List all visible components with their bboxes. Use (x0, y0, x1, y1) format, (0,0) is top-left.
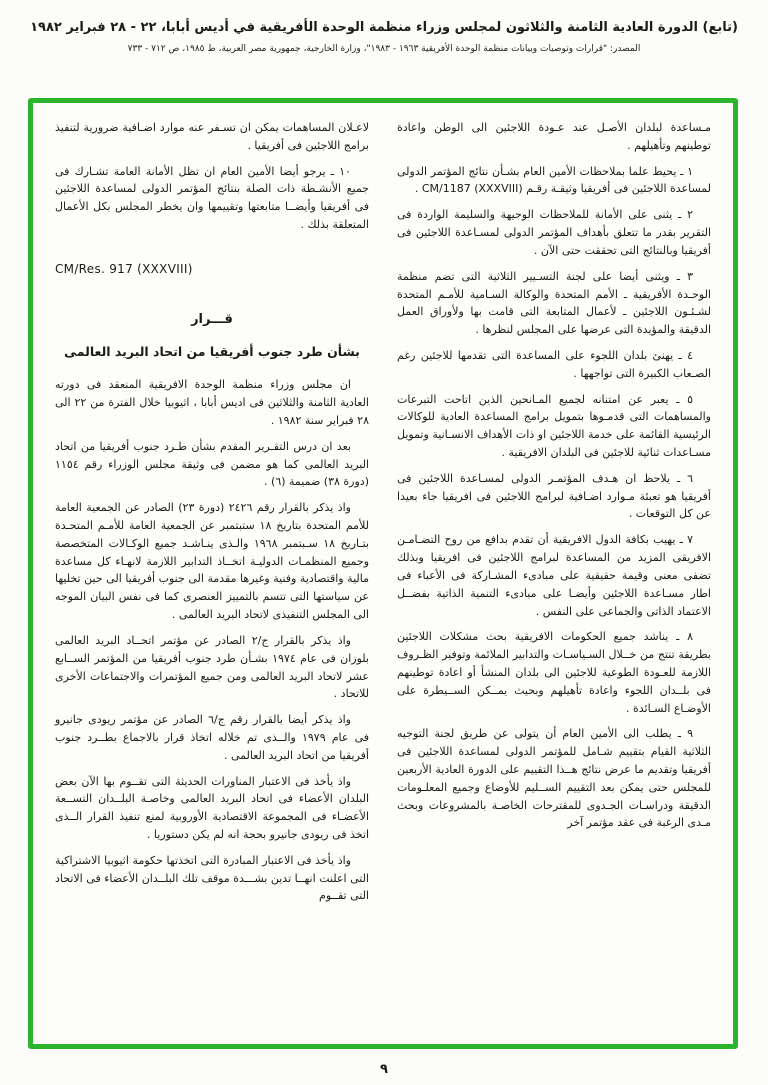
paragraph: ١٠ ـ يرجو أيضا الأمين العام ان تظل الأمانة العامة تشـارك فى جميع الأنشـطة ذات الصلة بنتائج المؤتمر الدولى لمساعدة اللاجئين فى أفريقيا وأيضــا متابعتها وتقييمها وان يخطر المجلس بكل الأعمال المتعلقة بذلك . (55, 164, 369, 232)
paragraph: واذ يأخذ فى الاعتبار المبادرة التى اتخذتها حكومة اثيوبيا الاشتراكية التى اعلنت انهــا تدين بشـــدة موقف تلك البلــدان الأعضاء فى الاتحاد التى تقــوم (55, 853, 369, 903)
page-header (0, 0, 768, 54)
two-column-layout (33, 103, 733, 1018)
paragraph: ٢ ـ يثنى على الأمانة للملاحظات الوجيهة والسليمة الواردة فى التقرير بقدر ما تتعلق بأهداف المؤتمر الدولى لمسـاعدة اللاجئين فى أفريقيا وبالنتائج التى تحققت حتى الآن . (397, 208, 711, 257)
document-title: (تابع) الدورة العادية الثامنة والثلاثون لمجلس وزراء منظمة الوحدة الأفريقية في أديس أبابا، ٢٢ - ٢٨ فبراير ١٩٨٢ (30, 20, 738, 35)
page-number: ٩ (380, 1062, 388, 1077)
resolution-heading: قـــرار (191, 312, 233, 328)
paragraph: ٤ ـ يهنئ بلدان اللجوء على المساعدة التى تقدمها للاجئين رغم الصـعاب الكبيرة التى تواجهها . (397, 348, 711, 380)
paragraph: واذ يذكر بالقرار رقم ٢٤٢٦ (دورة ٢٣) الصادر عن الجمعية العامة للأمم المتحدة بتاريخ ١٨ ستبتمبر عن الجمعية العامة للأمـم المتحـدة بتـاريخ ١٨ سـبتمبر ١٩٦٨ والـذى ينـاشـد جميع الوكـالات المتخصصة وجميع المنظمـات الدوليـة اتخــاذ التدابير اللازمة لانهـاء كل مساعدة مالية واقتصادية وفنية وغيرها مقدمة الى جنوب أفريقيا الى حين تخليها عن سياستها التى تتسم بالتمييز العنصرى كما فى نفس البيان الموجه الى المجلس التنفيذى لاتحاد البريد العالمى . (55, 501, 369, 622)
paragraph: بعد ان درس التقـرير المقدم بشأن طـرد جنوب أفريقيا من اتحاد البريد العالمى كما هو مضمن فى وثيقة مجلس الوزراء رقم ١١٥٤ (دورة ٣٨) ضميمة (٦) . (55, 439, 369, 489)
column-right (397, 119, 711, 1008)
resolution-subject: بشأن طرد جنوب أفريقيا من اتحاد البريد العالمى (64, 344, 360, 360)
content-frame (28, 98, 738, 1049)
paragraph: واذ يأخذ فى الاعتبار المناورات الحديثة التى تقــوم بها الآن بعض البلدان الأعضاء فى اتحاد البريد العالمى وخاصـة البلــدان التســعة الأعضـاء فى المجموعة الاقتصادية الأوروبية لمنع تنفيذ القرار الــذى اتخذ فى ريودى جانيرو بحجة انه لم يكن دستوريا . (55, 774, 369, 842)
paragraph: ان مجلس وزراء منظمة الوحدة الافريقية المنعقد فى دورته العادية الثامنة والثلاثين فى اديس أبابا ، اثيوبيا خلال الفترة من ٢٢ الى ٢٨ فبراير سنة ١٩٨٢ . (55, 378, 369, 427)
paragraph: واذ يذكر أيضا بالقرار رقم ج/٦ الصادر عن مؤتمر ريودى جانيرو فى عام ١٩٧٩ والــذى تم خلاله اتخاذ قرار بالاجماع بطــرد جنوب أفريقيا من اتحاد البريد العالمى . (55, 713, 369, 762)
paragraph: ٣ ـ ويثنى أيضا على لجنة التسـيير الثلاثية التى تضم منظمة الوحـدة الأفريقية ـ الأمم المتحدة والوكالة السـامية للأمـم المتحدة لشـئـون اللاجئين ـ لأعمال المتابعة التى قامت بها ولأوراق العمل الدقيقة والمؤيدة التى عرضها على المجلس لنظرها . (397, 269, 711, 337)
paragraph: ٦ ـ يلاحظ ان هـدف المؤتمـر الدولى لمسـاعدة اللاجئين فى أفريقيا هو تعبئة مـوارد اضـافية لبرامج اللاجئين فى افريقيا جاء بعيدا عن كل التوقعات . (397, 471, 711, 521)
paragraph: ٨ ـ يناشد جميع الحكومات الافريقية بحث مشكلات اللاجئين بطريقة تنتج من خــلال السـياسـات والتدابير الملائمة وتوفير الظـروف اللازمة للعـودة الطوعية للاجئين الى بلدان المنشأ أو اعادة توطينهم فى بلــدان اللجوء واعادة تأهيلهم وبحيث يمــكن الســيطرة على الأوضـاع السـائدة . (397, 630, 711, 715)
paragraph: لاعـلان المساهمات يمكن ان تسـفر عنه موارد اضـافية ضرورية لتنفيذ برامج اللاجئين فى أفريقيا . (55, 121, 369, 152)
paragraph: مـساعدة لبلدان الأصـل عند عـودة اللاجئين الى الوطن واعادة توطينهم وتأهيلهم . (397, 121, 711, 152)
paragraph: ٧ ـ يهيب بكافة الدول الافريقية أن تقدم بدافع من روح التضـامـن الافريقى المزيد من المساعدة لبرامج اللاجئين فى افريقيا وبذلك تضفى معنى وقيمة حقيقية على مبادىء المشـاركة فى الأعباء فى اطار مسـاعدة اللاجئين وأيضـا على مبادىء التنمية الذاتية بفضــل الاعتماد الذاتى والجماعى على النفس . (397, 533, 711, 618)
document-source: المصدر: "قرارات وتوصيات وبيانات منظمة الوحدة الأفريقية ١٩٦٣ - ١٩٨٣"، وزارة الخارجية، جمهورية مصر العربية، ط ١٩٨٥، ص ٧١٢ - ٧٣٣ (127, 44, 641, 54)
paragraph: واذ يذكر بالقرار ج/٢ الصادر عن مؤتمر اتحــاد البريد العالمى بلوزان فى عام ١٩٧٤ بشـأن طرد جنوب أفريقيا من المؤتمر الســابع عشر لاتحاد البريد العالمى ومن جميع المؤتمرات والاجتماعات الأخرى للاتحاد . (55, 633, 369, 701)
paragraph: ٩ ـ يطلب الى الأمين العام أن يتولى عن طريق لجنة التوجيه الثلاثية القيام بتقييم شـامل للمؤتمر الدولى لمساعدة اللاجئين فى أفريقيا وتقديم ما عرض نتائج هــذا التقييم على الدورة العادية الأربعين للمجلس حتى يمكن بعد التقييم الســليم للأوضاع وجميع المعلـومات الدقيقة ودراسـات الجـدوى للمقترحات الخاصـة بالمشروعات وبحث مـدى الرغبة فى عقد مؤتمر آخر (397, 727, 711, 830)
resolution-reference: CM/Res. 917 (XXXVIII) (55, 261, 193, 276)
paragraph: ١ ـ يحيط علما بملاحظات الأمين العام بشـأن نتائج المؤتمر الدولى لمساعدة اللاجئين فى أفريقيا وثيقـة رقـم ‎CM/1187 (XXXVIII)‎ . (397, 164, 711, 196)
paragraph: ٥ ـ يعبر عن امتنانه لجميع المـانحين الذين اتاحت التبرعات والمساهمات التى قدمـوها بتمويل برامج المساعدة العادية للوكالات الرئيسية القائمة على خدمة اللاجئين او ذات الأهداف الانسـانية وتمويل مسـاعدات ثنائية للاجئين فى البلدان الافريقية . (397, 392, 711, 459)
column-left (55, 119, 369, 1008)
